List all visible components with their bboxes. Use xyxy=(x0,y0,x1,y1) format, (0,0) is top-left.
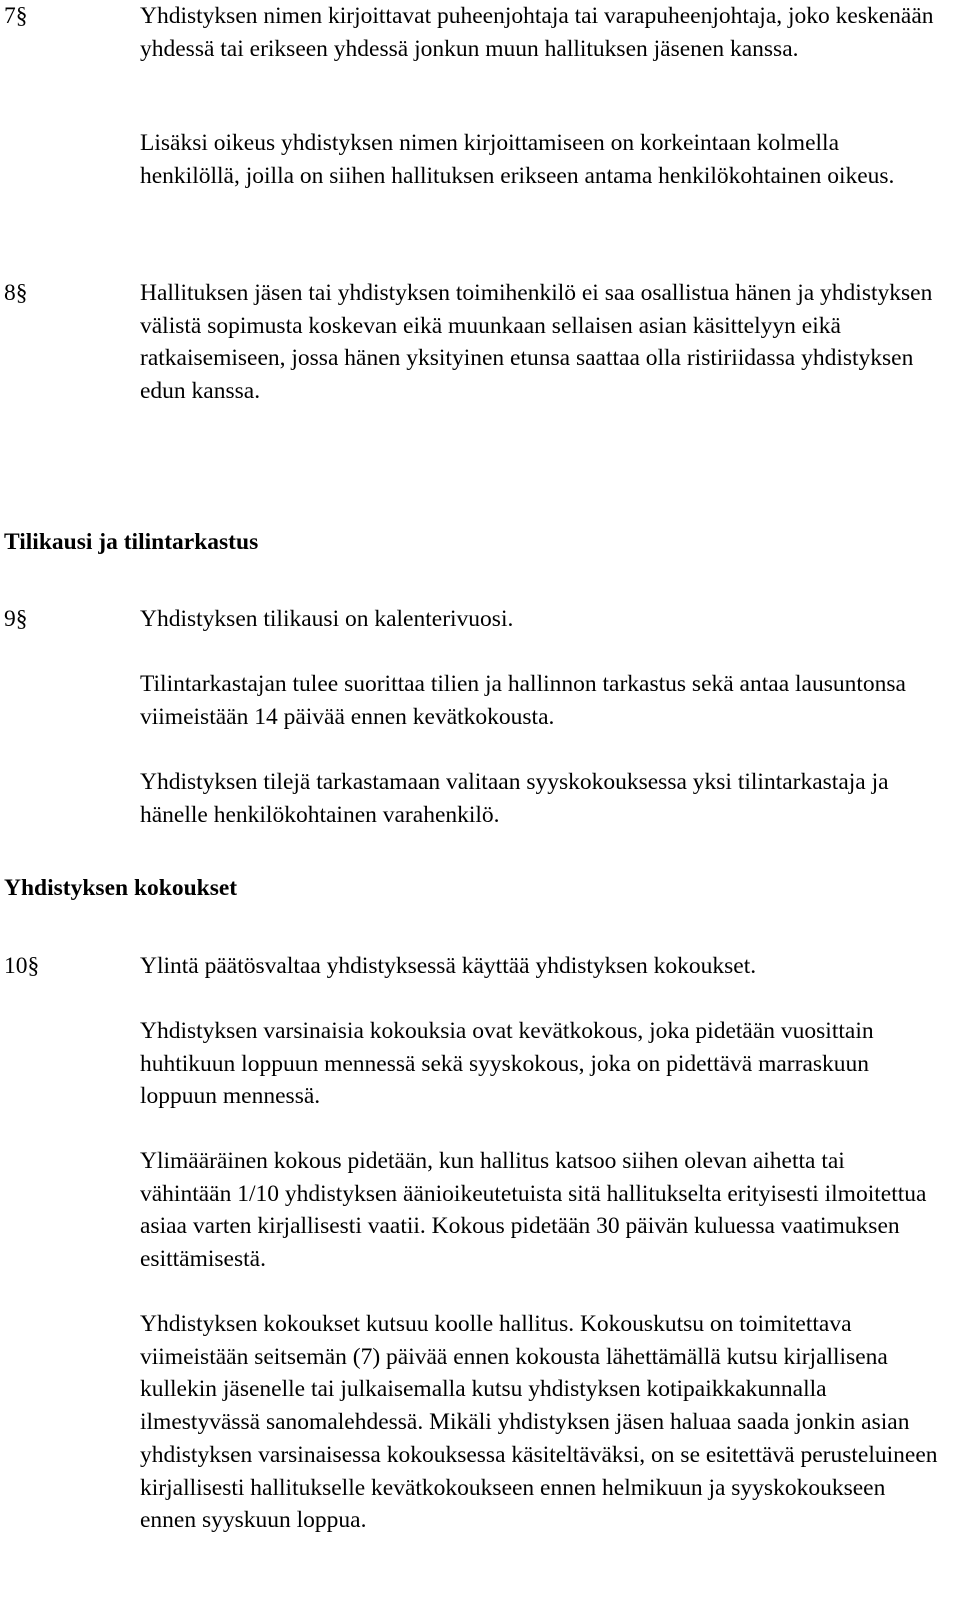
section-number: 8§ xyxy=(4,280,28,306)
paragraph: Ylintä päätösvaltaa yhdistyksessä käyttää yhdistyksen kokoukset. xyxy=(140,953,757,979)
heading-meetings: Yhdistyksen kokoukset xyxy=(4,875,238,901)
paragraph: Ylimääräinen kokous pidetään, kun hallitus katsoo siihen olevan aihetta tai vähintään 1/10 yhdistyksen äänioikeutetuista sitä hallitukselta erityisesti ilmoitettua asiaa varten kirjallisesti vaatii. Kokous pidetään 30 päivän kuluessa vaatimuksen esittämisestä. xyxy=(140,1148,927,1273)
paragraph: Yhdistyksen kokoukset kutsuu koolle hallitus. Kokouskutsu on toimitettava viimeistään seitsemän (7) päivää ennen kokousta lähettämällä kutsu kirjallisena kullekin jäsenelle tai julkaisemalla kutsu yhdistyksen kotipaikkakunnalla ilmestyvässä sanomalehdessä. Mikäli yhdistyksen jäsen haluaa saada jonkin asian yhdistyksen varsinaisessa kokouksessa käsiteltäväksi, on se esitettävä perusteluineen kirjallisesti hallitukselle kevätkokoukseen ennen helmikuun ja syyskokoukseen ennen syyskuun loppua. xyxy=(140,1311,938,1534)
section-number: 10§ xyxy=(4,953,40,979)
paragraph: Lisäksi oikeus yhdistyksen nimen kirjoittamiseen on korkeintaan kolmella henkilöllä, joilla on siihen hallituksen erikseen antama henkilökohtainen oikeus. xyxy=(140,130,895,189)
paragraph: Yhdistyksen nimen kirjoittavat puheenjohtaja tai varapuheenjohtaja, joko keskenään yhdessä tai erikseen yhdessä jonkun muun hallituksen jäsenen kanssa. xyxy=(140,3,934,62)
paragraph: Yhdistyksen varsinaisia kokouksia ovat kevätkokous, joka pidetään vuosittain huhtikuun loppuun mennessä sekä syyskokous, joka on pidettävä marraskuun loppuun mennessä. xyxy=(140,1018,874,1110)
paragraph: Yhdistyksen tilejä tarkastamaan valitaan syyskokouksessa yksi tilintarkastaja ja hänelle henkilökohtainen varahenkilö. xyxy=(140,769,889,828)
heading-fiscal: Tilikausi ja tilintarkastus xyxy=(4,529,259,555)
section-number: 7§ xyxy=(4,3,28,29)
paragraph: Yhdistyksen tilikausi on kalenterivuosi. xyxy=(140,606,514,632)
paragraph: Tilintarkastajan tulee suorittaa tilien ja hallinnon tarkastus sekä antaa lausuntonsa viimeistään 14 päivää ennen kevätkokousta. xyxy=(140,671,906,730)
paragraph: Hallituksen jäsen tai yhdistyksen toimihenkilö ei saa osallistua hänen ja yhdistyksen välistä sopimusta koskevan eikä muunkaan sellaisen asian käsittelyyn eikä ratkaisemiseen, jossa hänen yksityinen etunsa saattaa olla ristiriidassa yhdistyksen edun kanssa. xyxy=(140,280,933,405)
section-number: 9§ xyxy=(4,606,28,632)
